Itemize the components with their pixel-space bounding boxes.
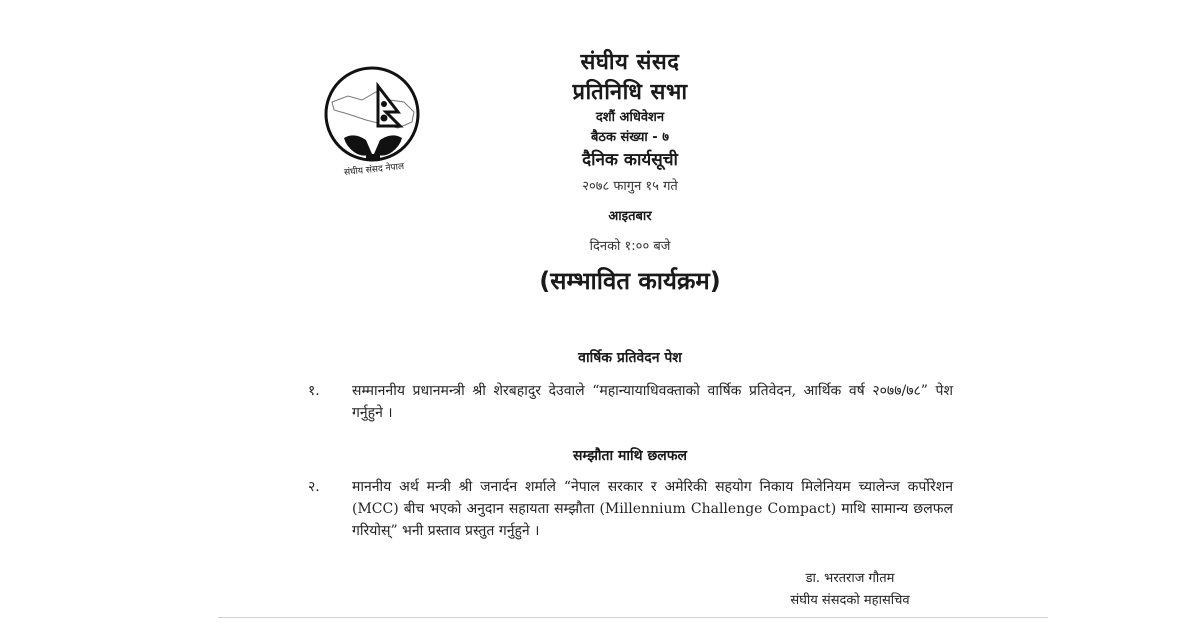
item-text: सम्माननीय प्रधानमन्त्री श्री शेरबहादुर देउवाले “महान्यायाधिवक्ताको वार्षिक प्रतिवेदन, आर्थिक वर्ष २०७७/७८” पेश गर्नुहुने ।	[352, 383, 953, 421]
weekday-label: आइतबार	[608, 209, 652, 224]
document-title: दैनिक कार्यसूची	[582, 150, 678, 170]
parliament-emblem-icon	[318, 62, 430, 180]
divider	[218, 617, 1048, 618]
institution-title: संघीय संसद	[580, 50, 680, 75]
item-number: २.	[308, 479, 320, 495]
agenda-item-2	[308, 476, 953, 542]
house-title: प्रतिनिधि सभा	[572, 80, 688, 105]
program-label: (सम्भावित कार्यक्रम)	[539, 267, 721, 295]
document-header	[430, 48, 830, 298]
section-heading-agreement-discussion: सम्झौता माथि छलफल	[572, 448, 688, 464]
date-label: २०७८ फागुन १५ गते	[582, 179, 678, 194]
signature-block	[700, 568, 1000, 612]
signatory-name: डा. भरतराज गौतम	[805, 571, 895, 586]
item-number: १.	[308, 383, 320, 399]
logo-caption: संघीय संसद नेपाल	[343, 161, 405, 179]
signatory-title: संघीय संसदको महासचिव	[790, 593, 910, 608]
section-heading-annual-report: वार्षिक प्रतिवेदन पेश	[578, 350, 682, 366]
time-label: दिनको १:०० बजे	[589, 239, 671, 254]
item-text: माननीय अर्थ मन्त्री श्री जनार्दन शर्माले “नेपाल सरकार र अमेरिकी सहयोग निकाय मिलेनियम च्यालेन्ज कर्पोरेशन (MCC) बीच भएको अनुदान सहायता सम्झौता (Millennium Challenge Compact) माथि सामान्य छलफल गरियोस्” भनी प्रस्ताव प्रस्तुत गर्नुहुने ।	[352, 479, 953, 539]
session-label: दशौं अधिवेशन	[595, 110, 665, 125]
meeting-number: बैठक संख्या - ७	[591, 130, 669, 145]
agenda-item-1	[308, 380, 953, 424]
